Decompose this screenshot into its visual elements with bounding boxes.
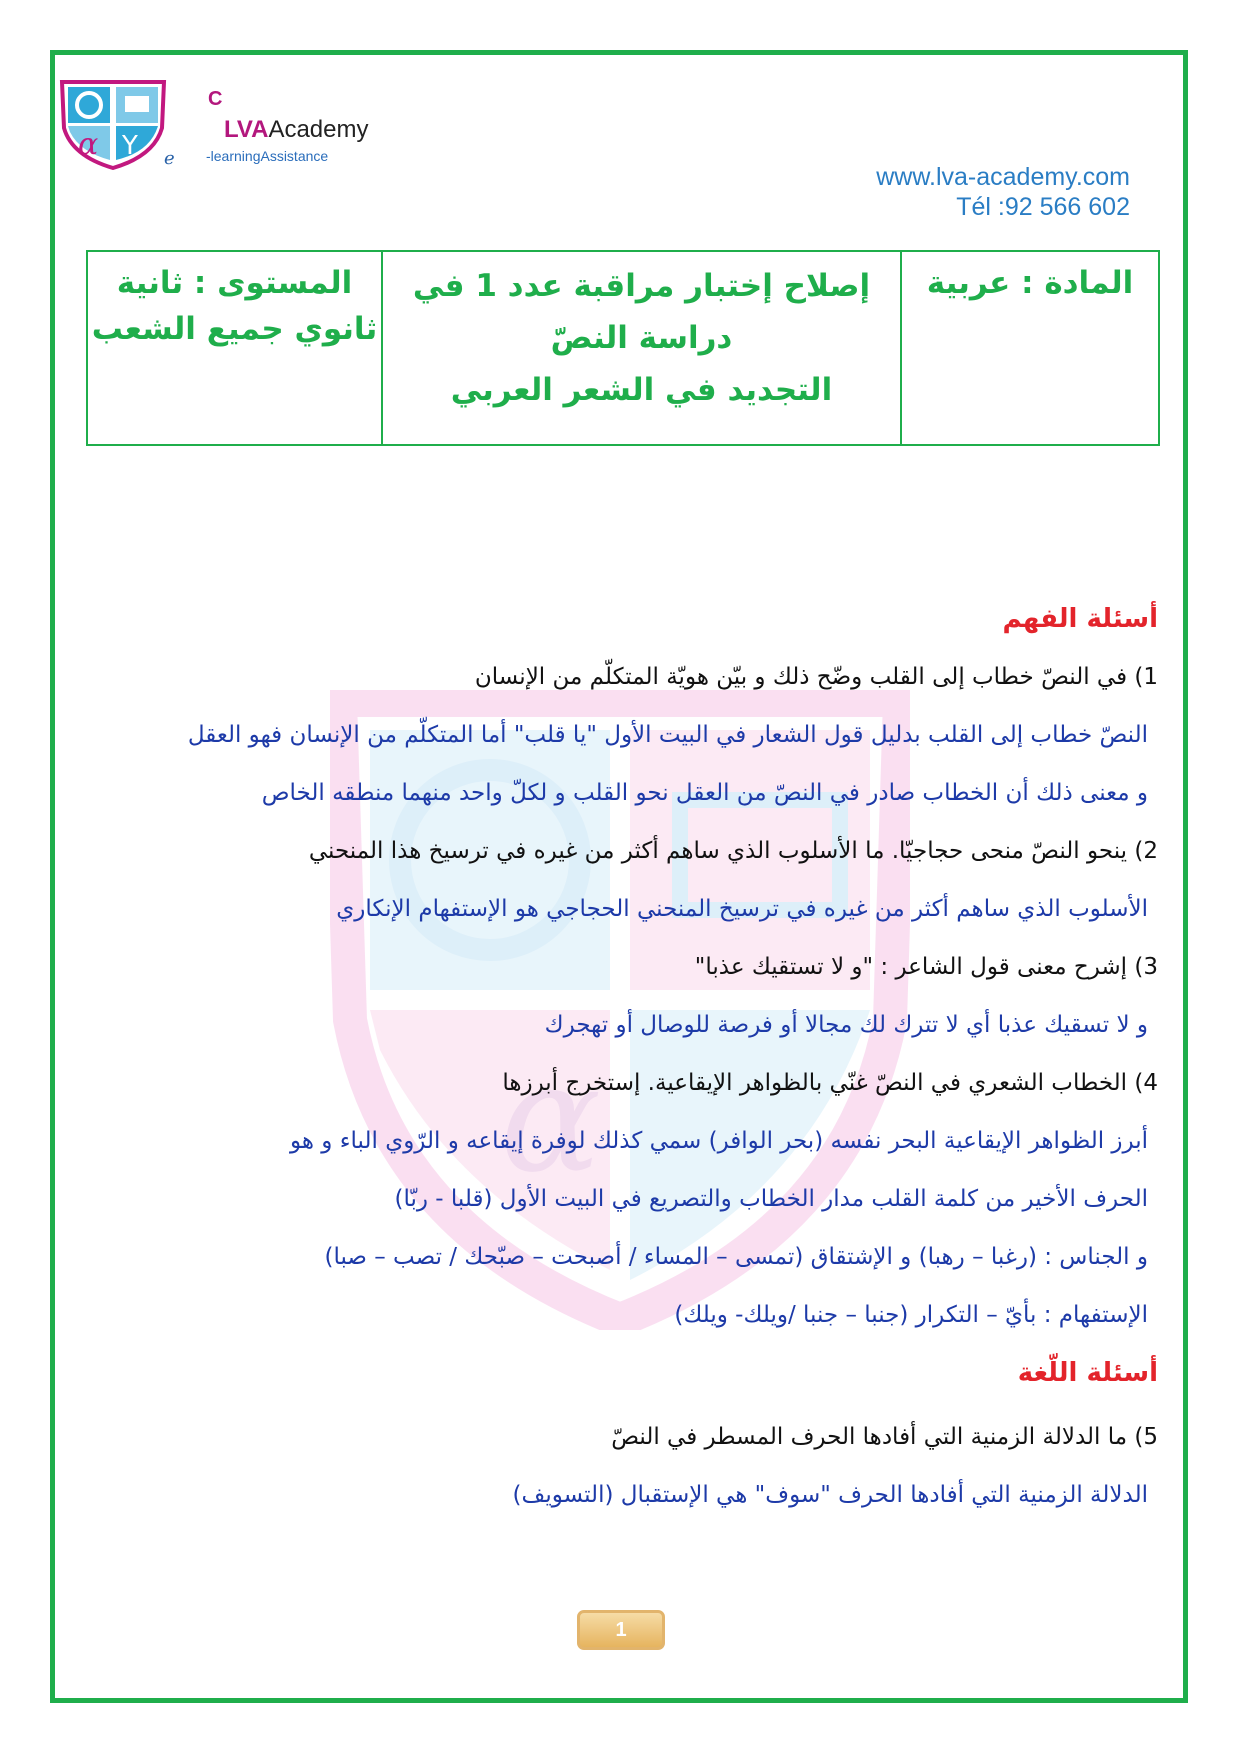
answer-1-line-2: و معنى ذلك أن الخطاب صادر في النصّ من العقل نحو القلب و لكلّ واحد منهما منطقه الخاص (261, 780, 1148, 806)
website-link[interactable]: www.lva-academy.com (876, 163, 1130, 191)
section-heading-comprehension: أسئلة الفهم (1002, 604, 1158, 634)
answer-4-line-4: الإستفهام : بأيّ – التكرار (جنبا – جنبا /ويلك- ويلك) (674, 1302, 1148, 1328)
svg-text:α: α (78, 127, 99, 162)
question-2: 2) ينحو النصّ منحى حجاجيّا. ما الأسلوب الذي ساهم أكثر من غيره في ترسيخ هذا المنحني (308, 838, 1158, 864)
title-line-2: دراسة النصّ (550, 320, 733, 356)
answer-3: و لا تسقيك عذبا أي لا تترك لك مجالا أو فرصة للوصال أو تهجرك (544, 1012, 1148, 1038)
title-line-3: التجديد في الشعر العربي (450, 372, 833, 408)
contact-block (876, 162, 1130, 222)
page-number-badge: 1 (577, 1610, 665, 1650)
question-4: 4) الخطاب الشعري في النصّ غنّي بالظواهر الإيقاعية. إستخرج أبرزها (502, 1070, 1158, 1096)
brand-letter-c: C (208, 88, 223, 110)
svg-text:α: α (500, 1032, 602, 1206)
answer-4-line-2: الحرف الأخير من كلمة القلب مدار الخطاب والتصريع في البيت الأول (قلبا - ربّا) (394, 1186, 1148, 1212)
header-table (86, 250, 1160, 446)
brand-tagline: -learningAssistance (206, 148, 329, 164)
subject-cell (900, 252, 1158, 444)
level-line-2: ثانوي جميع الشعب (91, 311, 378, 347)
svg-text:Y: Y (122, 131, 138, 161)
answer-1-line-1: النصّ خطاب إلى القلب بدليل قول الشعار في البيت الأول "يا قلب" أما المتكلّم من الإنسان فهو العقل (187, 722, 1148, 748)
level-cell (88, 252, 381, 444)
brand-letter-e: e (164, 148, 175, 169)
title-cell (381, 252, 900, 444)
answer-4-line-3: و الجناس : (رغبا – رهبا) و الإشتقاق (تمسى – المساء / أصبحت – صبّحك / تصب – صبا) (324, 1244, 1148, 1270)
logo-shield-icon (58, 78, 168, 170)
question-1: 1) في النصّ خطاب إلى القلب وضّح ذلك و بيّن هويّة المتكلّم من الإنسان (474, 664, 1158, 690)
document-body (90, 590, 1158, 1524)
answer-4-line-1: أبرز الظواهر الإيقاعية البحر نفسه (بحر الوافر) سمي كذلك لوفرة إيقاعه و الرّوي الباء و هو (289, 1128, 1148, 1154)
level-line-1: المستوى : ثانية (116, 265, 353, 301)
section-heading-language: أسئلة اللّغة (1017, 1358, 1158, 1388)
question-3: 3) إشرح معنى قول الشاعر : "و لا تستقيك عذبا" (694, 954, 1158, 980)
answer-2: الأسلوب الذي ساهم أكثر من غيره في ترسيخ المنحني الحجاجي هو الإستفهام الإنكاري (336, 896, 1148, 922)
question-5: 5) ما الدلالة الزمنية التي أفادها الحرف المسطر في النصّ (611, 1424, 1158, 1450)
answer-5: الدلالة الزمنية التي أفادها الحرف "سوف" هي الإستقبال (التسويف) (512, 1482, 1148, 1508)
phone-number: Tél :92 566 602 (956, 193, 1130, 221)
brand-name-prefix: LVA (224, 116, 269, 143)
brand-name-suffix: Academy (268, 116, 369, 143)
brand-name (224, 116, 368, 144)
subject-label: المادة : عربية (926, 265, 1134, 301)
title-line-1: إصلاح إختبار مراقبة عدد 1 في (412, 268, 871, 304)
